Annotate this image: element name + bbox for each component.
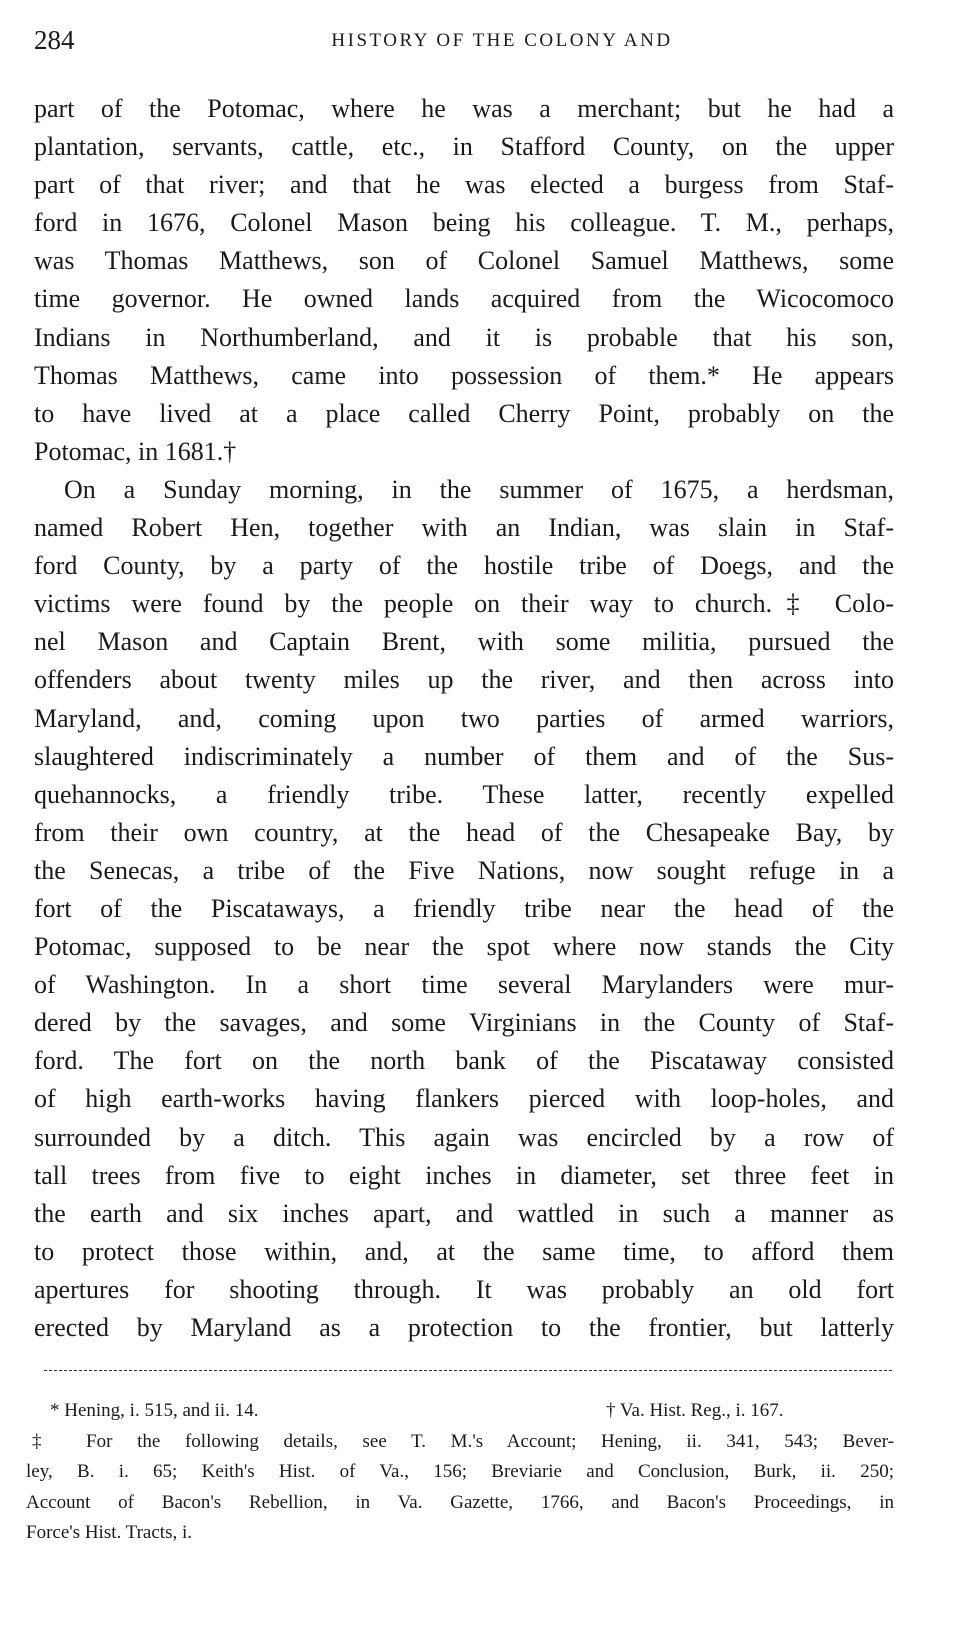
running-title: HISTORY OF THE COLONY AND: [331, 30, 673, 51]
text-line: ford. The fort on the north bank of the Piscataway consisted: [34, 1046, 894, 1076]
text-line: from their own country, at the head of the Chesapeake Bay, by: [34, 817, 894, 847]
text-line: victims were found by the people on their way to church.‡ Colo-: [34, 589, 894, 619]
text-line: part of that river; and that he was elected a burgess from Staf-: [34, 170, 894, 200]
text-line: dered by the savages, and some Virginians in the County of Staf-: [34, 1008, 894, 1038]
text-line: of high earth-works having flankers pierced with loop-holes, and: [34, 1084, 894, 1114]
text-line: time governor. He owned lands acquired from the Wicocomoco: [34, 284, 894, 314]
footnote-star: * Hening, i. 515, and ii. 14.: [50, 1400, 259, 1421]
text-line: Thomas Matthews, came into possession of them.* He appears: [34, 360, 894, 390]
text-line: slaughtered indiscriminately a number of them and of the Sus-: [34, 741, 894, 771]
body-text: [34, 90, 894, 1347]
text-line: part of the Potomac, where he was a merchant; but he had a: [34, 94, 894, 123]
footnote-divider: [44, 1370, 892, 1371]
text-line: apertures for shooting through. It was probably an old fort: [34, 1274, 894, 1304]
text-line: nel Mason and Captain Brent, with some militia, pursued the: [34, 627, 894, 657]
text-line: to have lived at a place called Cherry Point, probably on the: [34, 398, 894, 428]
text-line: was Thomas Matthews, son of Colonel Samuel Matthews, some: [34, 246, 894, 276]
text-line: tall trees from five to eight inches in diameter, set three feet in: [34, 1160, 894, 1190]
footnote-ddagger-line: ley, B. i. 65; Keith's Hist. of Va., 156; Breviarie and Conclusion, Burk, ii. 250;: [26, 1461, 894, 1482]
text-line: the earth and six inches apart, and wattled in such a manner as: [34, 1198, 894, 1228]
text-line: ford County, by a party of the hostile tribe of Doegs, and the: [34, 551, 894, 581]
text-line: of Washington. In a short time several Marylanders were mur-: [34, 970, 894, 1000]
text-line: quehannocks, a friendly tribe. These latter, recently expelled: [34, 779, 894, 809]
text-line: the Senecas, a tribe of the Five Nations, now sought refuge in a: [34, 855, 894, 885]
text-line: Potomac, supposed to be near the spot where now stands the City: [34, 932, 894, 962]
text-line: plantation, servants, cattle, etc., in Stafford County, on the upper: [34, 132, 894, 162]
text-line: offenders about twenty miles up the river, and then across into: [34, 665, 894, 695]
text-line: erected by Maryland as a protection to the frontier, but latterly: [34, 1313, 894, 1342]
page-number: 284: [34, 25, 75, 55]
text-line: surrounded by a ditch. This again was encircled by a row of: [34, 1122, 894, 1152]
footnote-ddagger-line: ‡ For the following details, see T. M.'s Account; Hening, ii. 341, 543; Bever-: [32, 1430, 894, 1452]
footnote-row: [26, 1396, 894, 1427]
text-line: Potomac, in 1681.†: [34, 436, 237, 466]
footnote-ddagger-line: Account of Bacon's Rebellion, in Va. Gazette, 1766, and Bacon's Proceedings, in: [26, 1491, 894, 1513]
running-head: [34, 22, 930, 58]
footnote-ddagger-line: Force's Hist. Tracts, i.: [26, 1522, 192, 1543]
text-line: Indians in Northumberland, and it is probable that his son,: [34, 322, 894, 352]
text-line: ford in 1676, Colonel Mason being his colleague. T. M., perhaps,: [34, 208, 894, 238]
text-line: Maryland, and, coming upon two parties of armed warriors,: [34, 703, 894, 733]
footnotes: [26, 1396, 894, 1549]
text-line: named Robert Hen, together with an Indian, was slain in Staf-: [34, 513, 894, 543]
text-line: to protect those within, and, at the same time, to afford them: [34, 1236, 894, 1266]
paragraph-start-line: On a Sunday morning, in the summer of 1675, a herdsman,: [64, 474, 894, 504]
text-line: fort of the Piscataways, a friendly tribe near the head of the: [34, 893, 894, 923]
footnote-dagger: † Va. Hist. Reg., i. 167.: [606, 1400, 784, 1421]
